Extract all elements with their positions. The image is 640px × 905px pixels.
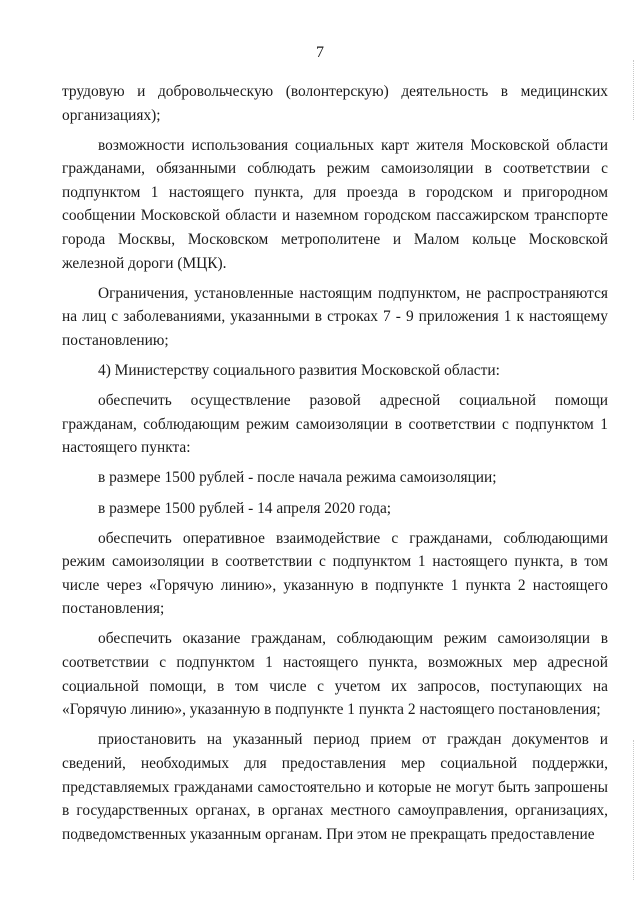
document-body (62, 80, 608, 853)
paragraph-continuation: трудовую и добровольческую (волонтерскую) деятельность в медицинских организациях); (62, 83, 608, 124)
paragraph-social-aid: обеспечить осуществление разовой адресной социальной помощи гражданам, соблюдающим режим самоизоляции в соответствии с подпунктом 1 настоящего пункта: (62, 392, 608, 457)
paragraph-restrictions: Ограничения, установленные настоящим подпунктом, не распространяются на лиц с заболеваниями, указанными в строках 7 - 9 приложения 1 к настоящему постановлению; (62, 284, 608, 349)
paragraph-social-cards: возможности использования социальных карт жителя Московской области гражданами, обязанными соблюдать режим самоизоляции в соответствии с подпунктом 1 настоящего пункта, для проезда в городском и пригородном сообщении Московской области и наземном городском пассажирском транспорте города Москвы, Московском метрополитене и Малом кольце Московской железной дороги (МЦК). (62, 136, 608, 272)
scan-edge-mark (631, 740, 634, 880)
page-number: 7 (316, 44, 324, 61)
paragraph-ministry-heading: 4) Министерству социального развития Московской области: (98, 362, 500, 380)
paragraph-suspend-intake: приостановить на указанный период прием от граждан документов и сведений, необходимых для предоставления мер социальной поддержки, представляемых гражданами самостоятельно и которые не могут быть запрошены в государственных органах, в органах местного самоуправления, организациях, подведомственных указанным органам. При этом не прекращать предоставление (62, 731, 608, 843)
paragraph-payment-2: в размере 1500 рублей - 14 апреля 2020 года; (98, 499, 392, 517)
paragraph-hotline: обеспечить оперативное взаимодействие с гражданами, соблюдающими режим самоизоляции в соответствии с подпунктом 1 настоящего пункта, в том числе через «Горячую линию», указанную в подпункте 1 пункта 2 настоящего постановления; (62, 529, 608, 618)
paragraph-assistance: обеспечить оказание гражданам, соблюдающим режим самоизоляции в соответствии с подпунктом 1 настоящего пункта, возможных мер адресной социальной помощи, в том числе с учетом их запросов, поступающих на «Горячую линию», указанную в подпункте 1 пункта 2 настоящего постановления; (62, 630, 608, 719)
scan-edge-mark (631, 60, 634, 120)
paragraph-payment-1: в размере 1500 рублей - после начала режима самоизоляции; (98, 469, 497, 487)
